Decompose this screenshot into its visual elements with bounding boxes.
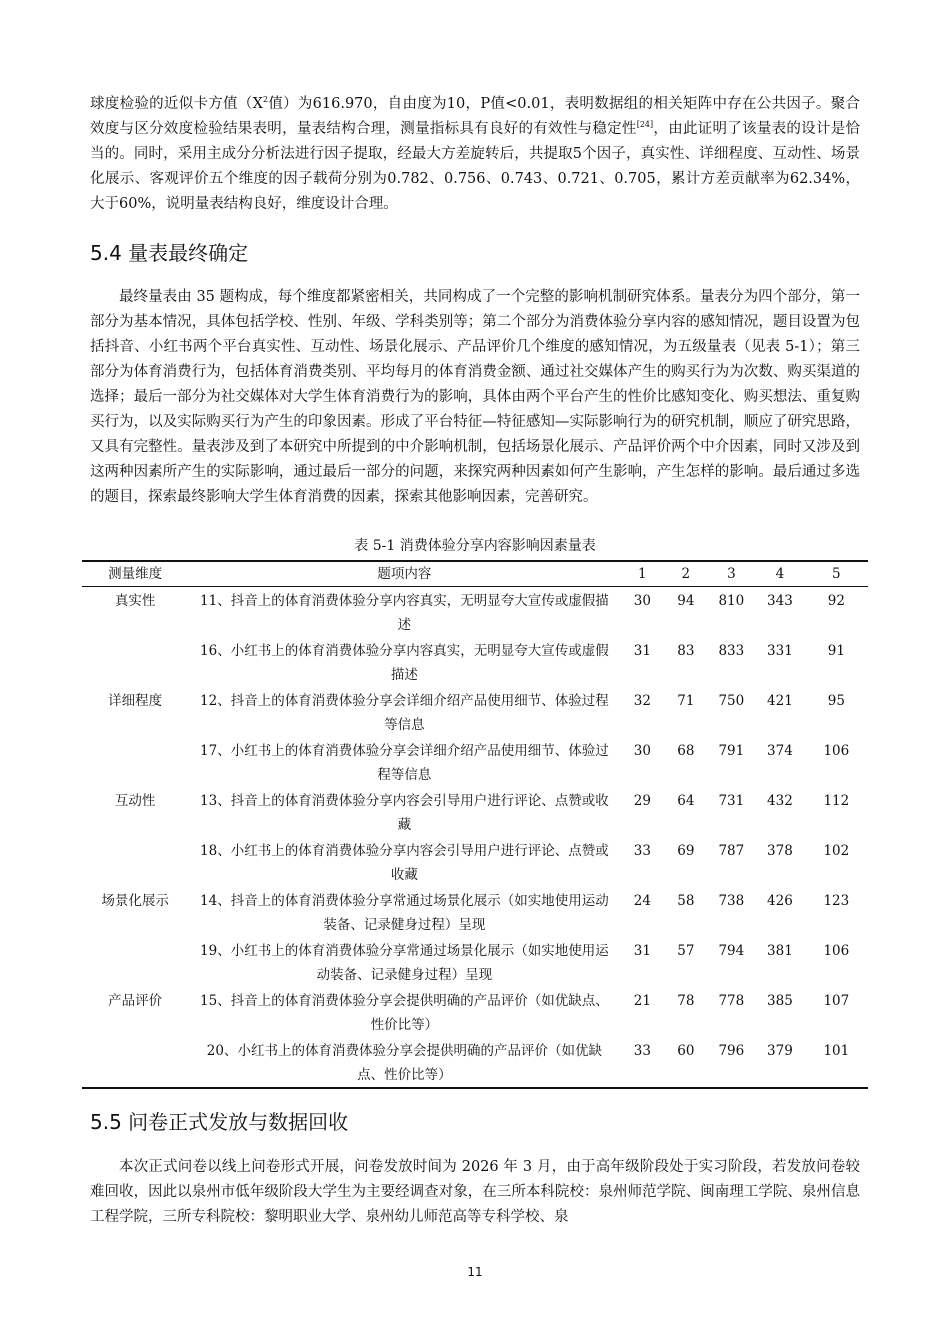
score-cell: 107 — [823, 993, 850, 1009]
score-cell: 791 — [718, 743, 745, 759]
header-score-5: 5 — [805, 561, 868, 587]
score-cell: 30 — [633, 743, 651, 759]
score-cell: 106 — [823, 943, 850, 959]
table-row — [82, 937, 868, 987]
item-text: 13、抖音上的体育消费体验分享内容会引导用户进行评论、点赞或收藏 — [200, 793, 609, 833]
score-cell: 378 — [767, 843, 793, 859]
dimension-cell — [82, 937, 188, 987]
score-cell: 95 — [827, 693, 845, 709]
table-row — [82, 587, 868, 638]
score-cell: 78 — [677, 993, 695, 1009]
score-cell: 94 — [677, 593, 695, 609]
score-cell: 381 — [767, 943, 793, 959]
header-item: 题项内容 — [188, 561, 620, 587]
score-cell: 64 — [677, 793, 695, 809]
chi-square-superscript: 2 — [262, 95, 269, 105]
header-score-4: 4 — [755, 561, 805, 587]
dimension-cell — [82, 737, 188, 787]
item-cell — [188, 637, 620, 687]
item-text: 14、抖音上的体育消费体验分享常通过场景化展示（如实地使用运动装备、记录健身过程）呈现 — [200, 893, 609, 933]
score-cell: 810 — [718, 593, 745, 609]
score-cell: 30 — [633, 593, 651, 609]
dimension-cell — [82, 637, 188, 687]
item-text: 12、抖音上的体育消费体验分享会详细介绍产品使用细节、体验过程等信息 — [200, 693, 609, 733]
header-score-3: 3 — [708, 561, 756, 587]
score-cell: 796 — [708, 1037, 756, 1088]
table-row — [82, 687, 868, 737]
dimension-cell: 详细程度 — [108, 693, 163, 709]
intro-text-end: ，由此证明了该量表的设计是恰当的。同时，采用主成分分析法进行因子提取，经最大方差旋转后，共提取5个因子，真实性、详细程度、互动性、场景化展示、客观评价五个维度的因子载荷分别为0.782、0.756、0.743、0.721、0.705，累计方差贡献率为62.34%，大于60%，说明量表结构良好，维度设计合理。 — [90, 121, 861, 212]
item-cell — [188, 737, 620, 787]
item-cell — [188, 587, 620, 638]
dimension-cell: 互动性 — [114, 793, 156, 809]
intro-text-middle: 值）为616.970，自由度为10，P值<0.01，表明数据组的相关矩阵中存在公共因子。聚合效度与区分效度检验结果表明，量表结构合理，测量指标具有良好的有效性与稳定性 — [90, 96, 860, 137]
influence-factor-scale-table — [82, 560, 868, 1089]
score-cell: 102 — [823, 843, 850, 859]
dimension-cell: 场景化展示 — [101, 893, 169, 909]
score-cell: 343 — [767, 593, 793, 609]
score-cell: 738 — [718, 893, 745, 909]
dimension-cell — [82, 1037, 188, 1088]
section-5-5-paragraph: 本次正式问卷以线上问卷形式开展，问卷发放时间为 2026 年 3 月，由于高年级阶段处于实习阶段，若发放问卷较难回收，因此以泉州市低年级阶段大学生为主要经调查对象，在三所本科院校：泉州师范学院、闽南理工学院、泉州信息工程学院，三所专科院校：黎明职业大学、泉州幼儿师范高等专科学校、泉 — [90, 1159, 860, 1225]
table-caption: 表 5-1 消费体验分享内容影响因素量表 — [354, 538, 596, 554]
score-cell: 33 — [621, 1037, 664, 1088]
header-score-1: 1 — [621, 561, 664, 587]
score-cell: 32 — [633, 693, 651, 709]
item-cell — [188, 1037, 620, 1088]
score-cell: 71 — [677, 693, 695, 709]
score-cell: 33 — [633, 843, 651, 859]
table-header-row — [82, 561, 868, 587]
item-text: 11、抖音上的体育消费体验分享内容真实，无明显夸大宣传或虚假描述 — [200, 593, 609, 633]
score-cell: 31 — [633, 943, 651, 959]
table-row — [82, 837, 868, 887]
score-cell: 778 — [718, 993, 745, 1009]
item-text: 17、小红书上的体育消费体验分享会详细介绍产品使用细节、体验过程等信息 — [200, 743, 609, 783]
item-cell — [188, 937, 620, 987]
header-score-2: 2 — [664, 561, 707, 587]
item-cell — [188, 687, 620, 737]
score-cell: 91 — [827, 643, 845, 659]
score-cell: 385 — [767, 993, 793, 1009]
dimension-cell — [82, 837, 188, 887]
score-cell: 426 — [767, 893, 793, 909]
item-text: 18、小红书上的体育消费体验分享内容会引导用户进行评论、点赞或收藏 — [200, 843, 609, 883]
item-cell — [188, 787, 620, 837]
item-text: 20、小红书上的体育消费体验分享会提供明确的产品评价（如优缺点、性价比等） — [206, 1043, 602, 1083]
section-heading-5-4: 5.4 量表最终确定 — [90, 241, 249, 265]
table-row — [82, 987, 868, 1037]
header-dimension: 测量维度 — [82, 561, 188, 587]
intro-paragraph — [90, 92, 860, 217]
score-cell: 29 — [633, 793, 651, 809]
citation-24[interactable]: [24] — [636, 120, 654, 130]
table-row — [82, 787, 868, 837]
item-cell — [188, 987, 620, 1037]
score-cell: 787 — [718, 843, 745, 859]
score-cell: 106 — [823, 743, 850, 759]
table-row — [82, 887, 868, 937]
score-cell: 92 — [827, 593, 845, 609]
score-cell: 69 — [677, 843, 695, 859]
item-text: 16、小红书上的体育消费体验分享内容真实，无明显夸大宣传或虚假描述 — [200, 643, 609, 683]
score-cell: 432 — [767, 793, 793, 809]
score-cell: 60 — [664, 1037, 707, 1088]
score-cell: 58 — [677, 893, 695, 909]
item-text: 15、抖音上的体育消费体验分享会提供明确的产品评价（如优缺点、性价比等） — [200, 993, 609, 1033]
page-number: 11 — [467, 1265, 483, 1279]
item-cell — [188, 837, 620, 887]
score-cell: 101 — [805, 1037, 868, 1088]
intro-text-start: 球度检验的近似卡方值（X — [90, 96, 263, 112]
score-cell: 21 — [633, 993, 651, 1009]
table-row — [82, 737, 868, 787]
table-row — [82, 1037, 868, 1088]
dimension-cell: 真实性 — [114, 593, 156, 609]
score-cell: 112 — [823, 793, 850, 809]
score-cell: 833 — [718, 643, 745, 659]
dimension-cell: 产品评价 — [108, 993, 163, 1009]
score-cell: 750 — [718, 693, 745, 709]
score-cell: 331 — [767, 643, 793, 659]
item-text: 19、小红书上的体育消费体验分享常通过场景化展示（如实地使用运动装备、记录健身过程）呈现 — [200, 943, 609, 983]
score-cell: 794 — [718, 943, 745, 959]
score-cell: 68 — [677, 743, 695, 759]
score-cell: 57 — [677, 943, 695, 959]
score-cell: 123 — [823, 893, 850, 909]
score-cell: 31 — [633, 643, 651, 659]
score-cell: 83 — [677, 643, 695, 659]
item-cell — [188, 887, 620, 937]
section-5-4-paragraph: 最终量表由 35 题构成，每个维度都紧密相关，共同构成了一个完整的影响机制研究体系。量表分为四个部分，第一部分为基本情况，具体包括学校、性别、年级、学科类别等；第二个部分为消费体验分享内容的感知情况，题目设置为包括抖音、小红书两个平台真实性、互动性、场景化展示、产品评价几个维度的感知情况，为五级量表（见表 5-1）；第三部分为体育消费行为，包括体育消费类别、平均每月的体育消费金额、通过社交媒体产生的购买行为为次数、购买渠道的选择；最后一部分为社交媒体对大学生体育消费行为的影响，具体由两个平台产生的性价比感知变化、购买想法、重复购买行为，以及实际购买行为产生的印象因素。形成了平台特征—特征感知—实际影响行为的研究机制，顺应了研究思路，又具有完整性。量表涉及到了本研究中所提到的中介影响机制，包括场景化展示、产品评价两个中介因素，同时又涉及到这两种因素所产生的实际影响，通过最后一部分的问题，来探究两种因素如何产生影响，产生怎样的影响。最后通过多选的题目，探索最终影响大学生体育消费的因素，探索其他影响因素，完善研究。 — [90, 289, 860, 505]
score-cell: 24 — [633, 893, 651, 909]
score-cell: 374 — [767, 743, 793, 759]
score-cell: 421 — [767, 693, 793, 709]
section-heading-5-5: 5.5 问卷正式发放与数据回收 — [90, 1110, 349, 1134]
score-cell: 731 — [718, 793, 745, 809]
table-row — [82, 637, 868, 687]
score-cell: 379 — [755, 1037, 805, 1088]
